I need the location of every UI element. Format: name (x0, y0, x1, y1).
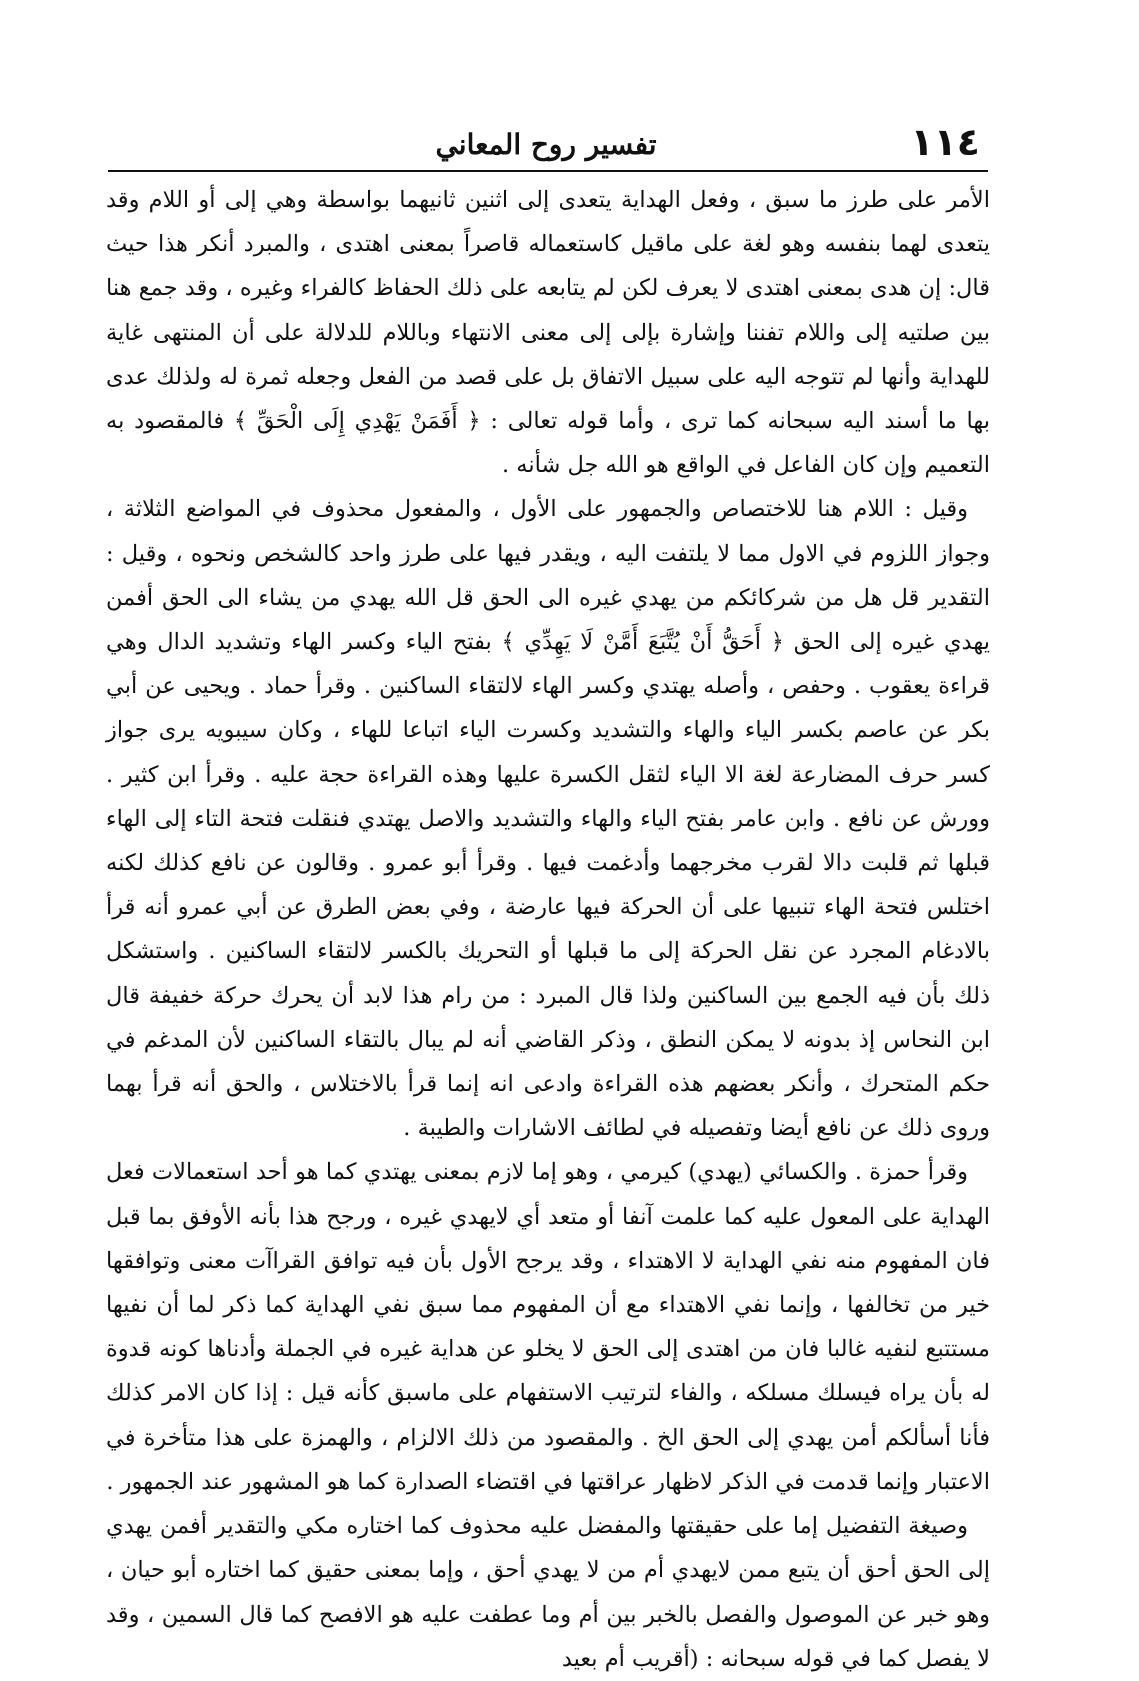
body-text (106, 178, 990, 1672)
page-number: ١١٤ (910, 120, 980, 164)
paragraph: وقيل : اللام هنا للاختصاص والجمهور على الأول ، والمفعول محذوف في المواضع الثلاثة ، وجواز اللزوم في الاول مما لا يلتفت اليه ، ويقدر فيها على طرز واحد كالشخص ونحوه ، وقيل : التقدير قل هل من شركائكم من يهدي غيره الى الحق قل الله يهدي من يشاء الى الحق أفمن يهدي غيره إلى الحق ﴿ أَحَقُّ أَنْ يُتَّبَعَ أَمَّنْ لَا يَهِدِّي ﴾ بفتح الياء وكسر الهاء وتشديد الدال وهي قراءة يعقوب . وحفص ، وأصله يهتدي وكسر الهاء لالتقاء الساكنين . وقرأ حماد . ويحيى عن أبي بكر عن عاصم بكسر الياء والهاء والتشديد وكسرت الياء اتباعا للهاء ، وكان سيبويه يرى جواز كسر حرف المضارعة لغة الا الياء لثقل الكسرة عليها وهذه القراءة حجة عليه . وقرأ ابن كثير . وورش عن نافع . وابن عامر بفتح الياء والهاء والتشديد والاصل يهتدي فنقلت فتحة التاء إلى الهاء قبلها ثم قلبت دالا لقرب مخرجهما وأدغمت فيها . وقرأ أبو عمرو . وقالون عن نافع كذلك لكنه اختلس فتحة الهاء تنبيها على أن الحركة فيها عارضة ، وفي بعض الطرق عن أبي عمرو أنه قرأ بالادغام المجرد عن نقل الحركة إلى ما قبلها أو التحريك بالكسر لالتقاء الساكنين . واستشكل ذلك بأن فيه الجمع بين الساكنين ولذا قال المبرد : من رام هذا لابد أن يحرك حركة خفيفة قال ابن النحاس إذ بدونه لا يمكن النطق ، وذكر القاضي أنه لم يبال بالتقاء الساكنين لأن المدغم في حكم المتحرك ، وأنكر بعضهم هذه القراءة وادعى انه إنما قرأ بالاختلاس ، والحق أنه قرأ بهما وروى ذلك عن نافع أيضا وتفصيله في لطائف الاشارات والطيبة . (106, 496, 990, 1142)
paragraph: وصيغة التفضيل إما على حقيقتها والمفضل عليه محذوف كما اختاره مكي والتقدير أفمن يهدي إلى الحق أحق أن يتبع ممن لايهدي أم من لا يهدي أحق ، وإما بمعنى حقيق كما اختاره أبو حيان ، وهو خبر عن الموصول والفصل بالخبر بين أم وما عطفت عليه هو الافصح كما قال السمين ، وقد لا يفصل كما في قوله سبحانه : (أقريب أم بعيد (106, 1513, 990, 1672)
page-header (106, 118, 986, 178)
running-title: تفسير روح المعاني (435, 128, 657, 161)
paragraph: وقرأ حمزة . والكسائي (يهدي) كيرمي ، وهو إما لازم بمعنى يهتدي كما هو أحد استعمالات فعل الهداية على المعول عليه كما علمت آنفا أو متعد أي لايهدي غيره ، ورجح هذا بأنه الأوفق بما قبل فان المفهوم منه نفي الهداية لا الاهتداء ، وقد يرجح الأول بأن فيه توافق القراآت معنى وتوافقها خير من تخالفها ، وإنما نفي الاهتداء مع أن المفهوم مما سبق نفي الهداية كما ذكر لما أن نفيها مستتبع لنفيه غالبا فان من اهتدى إلى الحق لا يخلو عن هداية غيره في الجملة وأدناها كونه قدوة له بأن يراه فيسلك مسلكه ، والفاء لترتيب الاستفهام على ماسبق كأنه قيل : إذا كان الامر كذلك فأنا أسألكم أمن يهدي إلى الحق الخ . والمقصود من ذلك الالزام ، والهمزة على هذا متأخرة في الاعتبار وإنما قدمت في الذكر لاظهار عراقتها في اقتضاء الصدارة كما هو المشهور عند الجمهور . (106, 1159, 990, 1495)
paragraph: الأمر على طرز ما سبق ، وفعل الهداية يتعدى إلى اثنين ثانيهما بواسطة وهي إلى أو اللام وقد يتعدى لهما بنفسه وهو لغة على ماقيل كاستعماله قاصراً بمعنى اهتدى ، والمبرد أنكر هذا حيث قال: إن هدى بمعنى اهتدى لا يعرف لكن لم يتابعه على ذلك الحفاظ كالفراء وغيره ، وقد جمع هنا بين صلتيه إلى واللام تفننا وإشارة بإلى إلى معنى الانتهاء وباللام للدلالة على أن المنتهى غاية للهداية وأنها لم تتوجه اليه على سبيل الاتفاق بل على قصد من الفعل وجعله ثمرة له ولذلك عدى بها ما أسند اليه سبحانه كما ترى ، وأما قوله تعالى : ﴿ أَفَمَنْ يَهْدِي إِلَى الْحَقِّ ﴾ فالمقصود به التعميم وإن كان الفاعل في الواقع هو الله جل شأنه . (106, 187, 990, 479)
header-rule (108, 170, 988, 172)
